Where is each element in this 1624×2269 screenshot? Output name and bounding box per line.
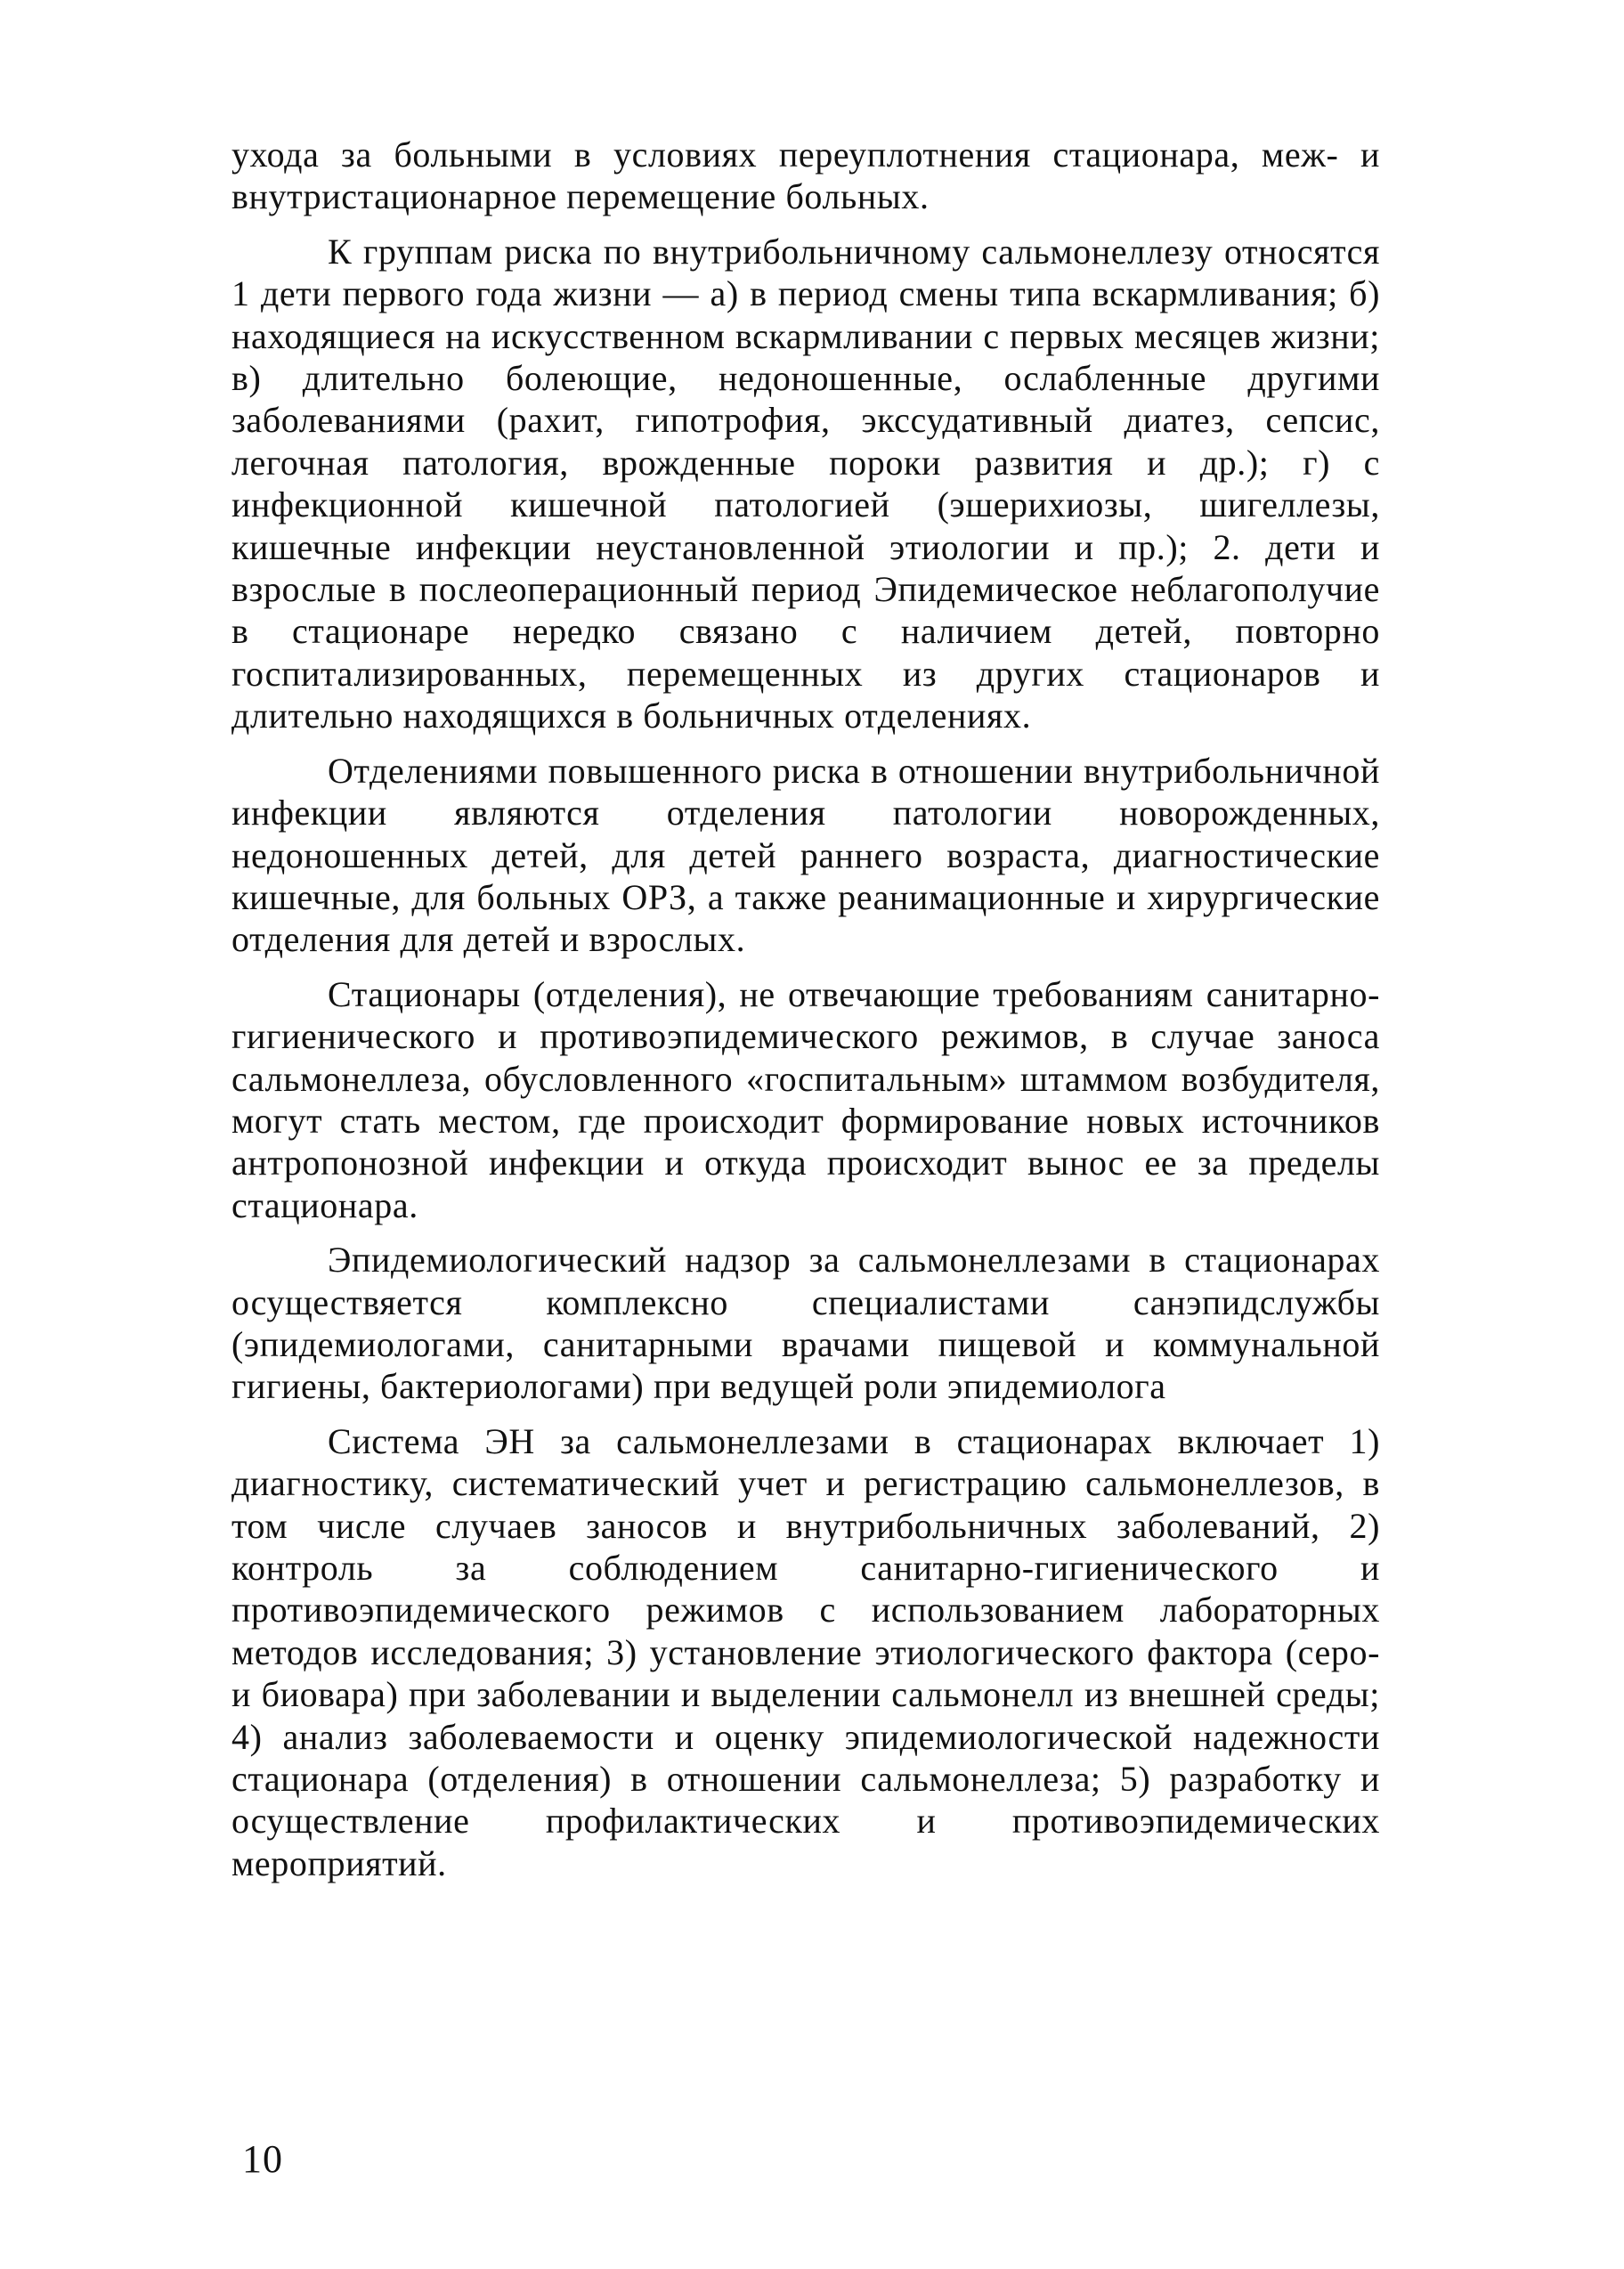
paragraph-risk-groups: К группам риска по внутрибольничному сальмонеллезу относятся 1 дети первого года жизни — а) в период смены типа вскармливания; б) находящиеся на искусственном вскармливании с первых месяцев жизни; в) длительно болеющие, недоношенные, ослабленные другими заболеваниями (рахит, гипотрофия, экссудативный диатез, сепсис, легочная патология, врожденные пороки развития и др.); г) с инфекционной кишечной патологией (эшерихиозы, шигеллезы, кишечные инфекции неустановленной этиологии и пр.); 2. дети и взрослые в послеоперационный период Эпидемическое неблагополучие в стационаре нередко связано с наличием детей, повторно госпитализированных, перемещенных из других стационаров и длительно находящихся в больничных отделениях. <box>231 231 1380 736</box>
body-text <box>231 134 1380 1897</box>
paragraph-surveillance-system: Система ЭН за сальмонеллезами в стационарах включает 1) диагностику, систематический учет и регистрацию сальмонеллезов, в том числе случаев заносов и внутрибольничных заболеваний, 2) контроль за соблюдением санитарно-гигиенического и противоэпидемического режимов с использованием лабораторных методов исследования; 3) установление этиологического фактора (серо- и биовара) при заболевании и выделении сальмонелл из внешней среды; 4) анализ заболеваемости и оценку эпидемиологической надежности стационара (отделения) в отношении сальмонеллеза; 5) разработку и осуществление профилактических и противоэпидемических мероприятий. <box>231 1420 1380 1883</box>
paragraph-continuation: ухода за больными в условиях переуплотнения стационара, меж- и внутристационарное перемещение больных. <box>231 134 1380 217</box>
paragraph-high-risk-departments: Отделениями повышенного риска в отношении внутрибольничной инфекции являются отделения патологии новорожденных, недоношенных детей, для детей раннего возраста, диагностические кишечные, для больных ОРЗ, а также реанимационные и хирургические отделения для детей и взрослых. <box>231 750 1380 960</box>
page-number: 10 <box>242 2137 283 2181</box>
paragraph-epidemiological-surveillance: Эпидемиологический надзор за сальмонеллезами в стационарах осуществяется комплексно специалистами санэпидслужбы (эпидемиологами, санитарными врачами пищевой и коммунальной гигиены, бактериологами) при ведущей роли эпидемиолога <box>231 1240 1380 1407</box>
paragraph-hospitals-noncompliance: Стационары (отделения), не отвечающие требованиям санитарно-гигиенического и противоэпидемического режимов, в случае заноса сальмонеллеза, обусловленного «госпитальным» штаммом возбудителя, могут стать местом, где происходит формирование новых источников антропонозной инфекции и откуда происходит вынос ее за пределы стационара. <box>231 973 1380 1225</box>
